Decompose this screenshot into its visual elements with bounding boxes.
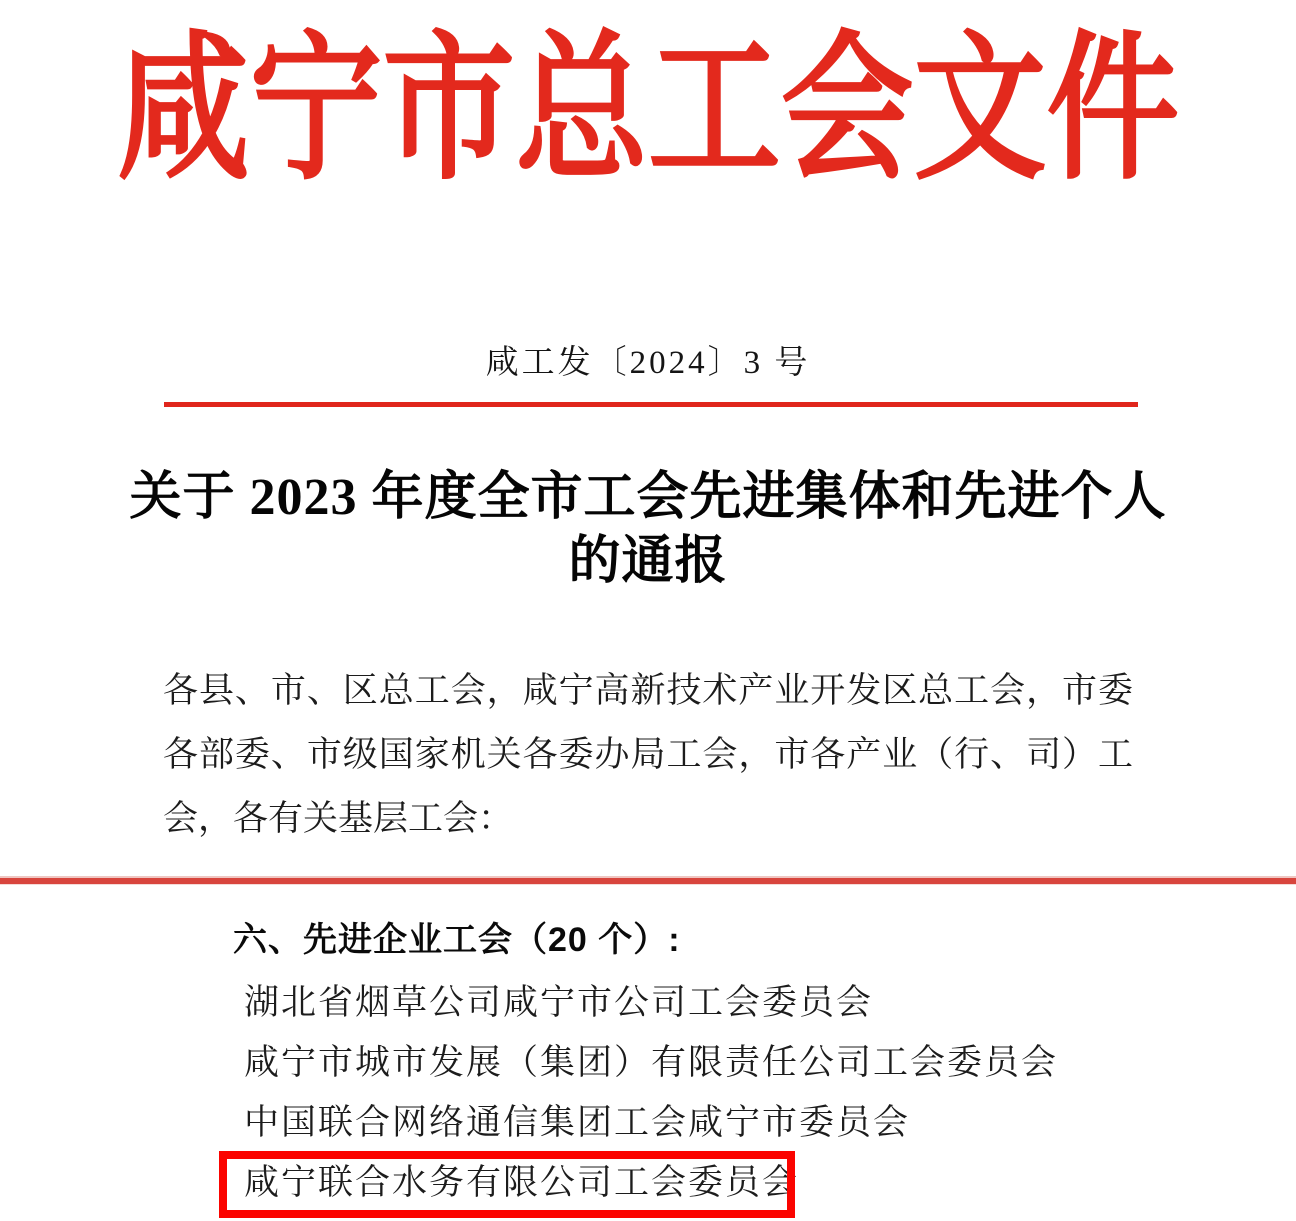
recipients-line-3: 会，各有关基层工会： <box>163 799 514 838</box>
award-list-item-4-highlighted: 咸宁联合水务有限公司工会委员会 <box>244 1163 800 1202</box>
award-list-item-2: 咸宁市城市发展（集团）有限责任公司工会委员会 <box>244 1043 1059 1082</box>
subject-line-2: 的通报 <box>568 533 728 590</box>
subject-line-1: 关于 2023 年度全市工会先进集体和先进个人 <box>129 469 1167 526</box>
page-splice-divider <box>0 876 1296 885</box>
section-heading-advanced-enterprise-unions: 六、先进企业工会（20 个）: <box>233 921 681 959</box>
red-separator-rule <box>164 402 1138 407</box>
highlight-red-box <box>219 1151 795 1218</box>
award-list-item-1: 湖北省烟草公司咸宁市公司工会委员会 <box>244 983 874 1022</box>
document-subject <box>0 466 1296 594</box>
recipients-line-2: 各部委、市级国家机关各委办局工会，市各产业（行、司）工 <box>163 735 1133 774</box>
recipients-paragraph <box>163 659 1133 851</box>
award-list-item-3: 中国联合网络通信集团工会咸宁市委员会 <box>244 1103 911 1142</box>
document-header <box>0 21 1296 240</box>
recipients-line-1: 各县、市、区总工会，咸宁高新技术产业开发区总工会，市委 <box>163 671 1133 710</box>
doc-reference-number: 咸工发〔2024〕3 号 <box>485 345 811 381</box>
org-header-title: 咸宁市总工会文件 <box>116 21 1180 199</box>
